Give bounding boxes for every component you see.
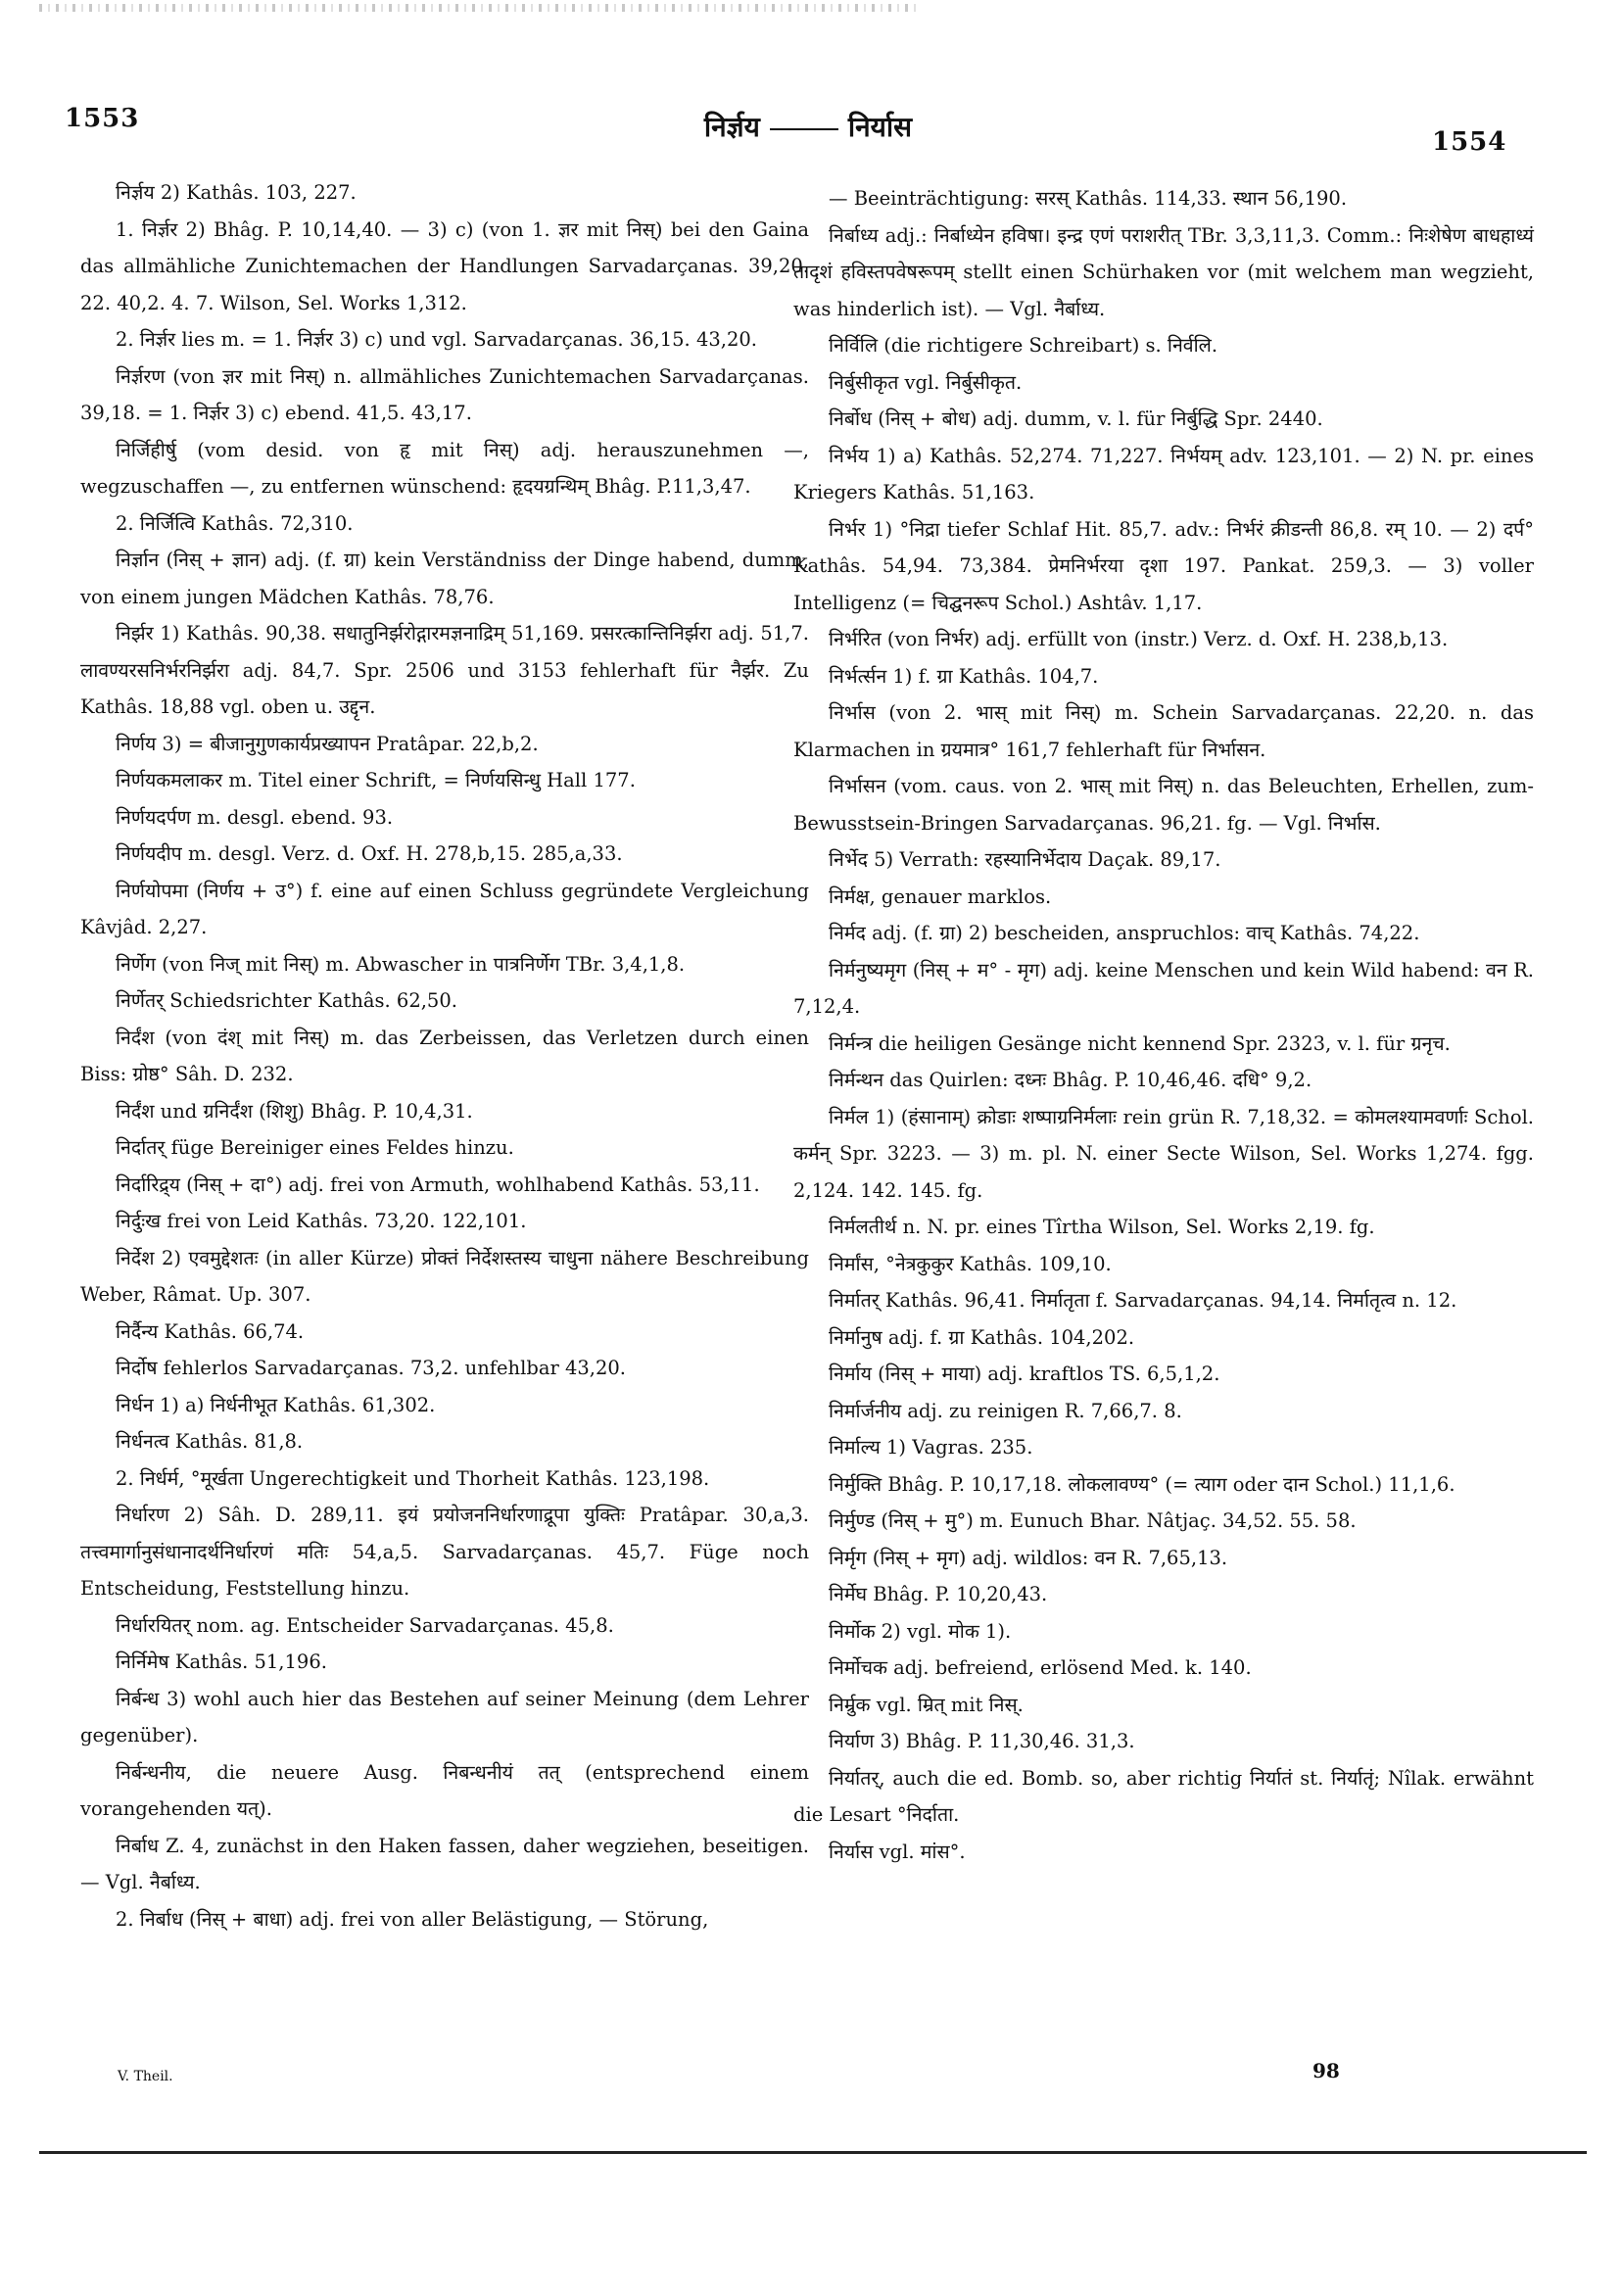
volume-signature: V. Theil. xyxy=(118,2069,173,2084)
page-number-left: 1553 xyxy=(65,104,140,133)
dictionary-entry: निर्मेघ Bhâg. P. 10,20,43. xyxy=(829,1583,1048,1605)
dictionary-entry: 2. निर्जित्वि Kathâs. 72,310. xyxy=(116,511,354,535)
dictionary-entry: निर्भय 1) a) Kathâs. 52,274. 71,227. निर्भयम् adv. 123,101. — 2) N. pr. eines Kriegers Kathâs. 51,163. xyxy=(793,444,1534,503)
dictionary-entry: निर्ज्ञान (निस् + ज्ञान) adj. (f. ग्रा) kein Verständniss der Dinge habend, dumm, von einem jungen Mädchen Kathâs. 78,76. xyxy=(80,549,809,608)
dictionary-entry: निर्धारयितर् nom. ag. Entscheider Sarvadarçanas. 45,8. xyxy=(116,1613,614,1637)
dictionary-entry: निर्विलि (die richtigere Schreibart) s. निर्वलि. xyxy=(829,334,1218,357)
dictionary-entry: निर्दोष fehlerlos Sarvadarçanas. 73,2. unfehlbar 43,20. xyxy=(116,1357,626,1379)
dictionary-entry: निर्णेग (von निज् mit निस्) m. Abwascher in पात्रनिर्णेग TBr. 3,4,1,8. xyxy=(116,952,686,976)
sheet-number: 98 xyxy=(1312,2059,1340,2082)
dictionary-entry: निर्मल 1) (हंसानाम्) क्रोडाः शष्पाग्रनिर्मलाः rein grün R. 7,18,32. = कोमलश्यामवर्णाः Schol. कर्मन् Spr. 3223. — 3) m. pl. N. einer Secte Wilson, Sel. Works 1,274. fgg. 2,124. 142. 145. fg. xyxy=(793,1105,1534,1202)
dictionary-entry: निर्याण 3) Bhâg. P. 11,30,46. 31,3. xyxy=(829,1730,1135,1752)
dictionary-entry: निर्देश 2) एवमुद्देशतः (in aller Kürze) प्रोक्तं निर्देशस्तस्य चाधुना nähere Beschreibung Weber, Râmat. Up. 307. xyxy=(80,1246,809,1306)
dictionary-entry: निर्णयोपमा (निर्णय + उ°) f. eine auf einen Schluss gegründete Vergleichung Kâvjâd. 2,27. xyxy=(80,879,809,938)
dictionary-entry: निर्बन्धनीय, die neuere Ausg. निबन्धनीयं तत् (entsprechend einem vorangehenden यत्). xyxy=(80,1760,809,1820)
dictionary-entry: निर्माय (निस् + माया) adj. kraftlos TS. 6,5,1,2. xyxy=(829,1363,1220,1385)
dictionary-entry: निर्मलतीर्थ n. N. pr. eines Tîrtha Wilson, Sel. Works 2,19. fg. xyxy=(829,1216,1375,1238)
scan-artifact-strip xyxy=(39,4,921,12)
dictionary-entry: निर्दंश und ग्रनिर्दंश (शिशु) Bhâg. P. 10,4,31. xyxy=(116,1099,473,1123)
dictionary-entry: निर्णयदीप m. desgl. Verz. d. Oxf. H. 278,b,15. 285,a,33. xyxy=(116,842,623,865)
dictionary-entry: निर्णेतर् Schiedsrichter Kathâs. 62,50. xyxy=(116,989,457,1012)
dictionary-entry: निर्ज्ञरण (von ज्ञर mit निस्) n. allmähliches Zunichtemachen Sarvadarçanas. 39,18. = 1. निर्ज्ञर 3) c) ebend. 41,5. 43,17. xyxy=(80,364,809,424)
page-number-right: 1554 xyxy=(1432,127,1507,157)
dictionary-entry: निर्दंश (von दंश् mit निस्) m. das Zerbeissen, das Verletzen durch einen Biss: ग्रोष्ठ° Sâh. D. 232. xyxy=(80,1026,809,1085)
dictionary-entry: निर्माल्य 1) Vagras. 235. xyxy=(829,1436,1033,1459)
running-head-first-word: निर्ज्ञय xyxy=(703,111,760,143)
dictionary-entry: निर्मार्जनीय adj. zu reinigen R. 7,66,7. 8. xyxy=(829,1399,1182,1422)
left-column xyxy=(80,174,809,1937)
dictionary-entry: निर्ज्ञय 2) Kathâs. 103, 227. xyxy=(116,181,357,204)
dictionary-entry: निर्धारण 2) Sâh. D. 289,11. इयं प्रयोजननिर्धारणाद्रूपा युक्तिः Pratâpar. 30,a,3. तत्त्वमार्गानुसंधानादर्थनिर्धारणं मतिः 54,a,5. Sarvadarçanas. 45,7. Füge noch Entscheidung, Feststellung hinzu. xyxy=(80,1504,809,1600)
running-head-dash xyxy=(770,128,838,130)
dictionary-entry: निर्णय 3) = बीजानुगुणकार्यप्रख्यापन Pratâpar. 22,b,2. xyxy=(116,732,539,755)
dictionary-entry: निर्भास (von 2. भास् mit निस्) m. Schein Sarvadarçanas. 22,20. n. das Klarmachen in ग्रयमात्र° 161,7 fehlerhaft für निर्भासन. xyxy=(793,701,1534,761)
running-head-last-word: निर्यास xyxy=(847,111,913,143)
dictionary-entry: निर्दातर् füge Bereiniger eines Feldes hinzu. xyxy=(116,1136,514,1159)
dictionary-entry: निर्दारिद्र्य (निस् + दा°) adj. frei von Armuth, wohlhabend Kathâs. 53,11. xyxy=(116,1172,760,1196)
dictionary-entry: निर्म्रुक vgl. म्रित् mit निस्. xyxy=(829,1693,1024,1716)
dictionary-entry: निर्मृग (निस् + मृग) adj. wildlos: वन R. 7,65,13. xyxy=(829,1546,1228,1569)
dictionary-entry: निर्धन 1) a) निर्धनीभूत Kathâs. 61,302. xyxy=(116,1393,436,1416)
dictionary-entry: निर्भेद 5) Verrath: रहस्यानिर्भेदाय Daçak. 89,17. xyxy=(829,848,1221,871)
dictionary-entry: निर्धनत्व Kathâs. 81,8. xyxy=(116,1430,304,1453)
dictionary-entry: निर्जिहीर्षु (vom desid. von हृ mit निस्) adj. herauszunehmen —, wegzuschaffen —, zu entfernen wünschend: हृदयग्रन्थिम् Bhâg. P.11,3,47. xyxy=(80,438,809,498)
dictionary-entry: निर्मुक्ति Bhâg. P. 10,17,18. लोकलावण्य° (= त्याग oder दान Schol.) 11,1,6. xyxy=(829,1472,1455,1496)
dictionary-entry: निर्बुसीकृत vgl. निर्बुसीकृत. xyxy=(829,370,1023,394)
dictionary-entry: निर्मोचक adj. befreiend, erlösend Med. k. 140. xyxy=(829,1656,1252,1679)
dictionary-entry: निर्मुण्ड (निस् + मु°) m. Eunuch Bhar. Nâtjaç. 34,52. 55. 58. xyxy=(829,1509,1357,1532)
dictionary-entry: निर्भर 1) °निद्रा tiefer Schlaf Hit. 85,7. adv.: निर्भरं क्रीडन्ती 86,8. रम् 10. — 2) दर्प° Kathâs. 54,94. 73,384. प्रेमनिर्भरया दृशा 197. Pankat. 259,3. — 3) voller Intelligenz (= चिद्घनरूप Schol.) Ashtâv. 1,17. xyxy=(793,517,1534,614)
running-head xyxy=(686,108,930,145)
right-column xyxy=(793,180,1534,1870)
bottom-rule xyxy=(39,2151,1587,2154)
dictionary-entry: 2. निर्ज्ञर lies m. = 1. निर्ज्ञर 3) c) und vgl. Sarvadarçanas. 36,15. 43,20. xyxy=(116,328,757,351)
dictionary-entry: निर्मक्ष, genauer marklos. xyxy=(829,885,1052,908)
dictionary-entry: निर्मानुष adj. f. ग्रा Kathâs. 104,202. xyxy=(829,1325,1135,1349)
dictionary-entry: निर्मातर् Kathâs. 96,41. निर्मातृता f. Sarvadarçanas. 94,14. निर्मातृत्व n. 12. xyxy=(829,1289,1457,1312)
dictionary-entry: निर्भर्त्सन 1) f. ग्रा Kathâs. 104,7. xyxy=(829,664,1099,688)
dictionary-entry: निर्झर 1) Kathâs. 90,38. सधातुनिर्झरोद्गारमज्ञनाद्रिम् 51,169. प्रसरत्कान्तिनिर्झरा adj. 51,7. लावण्यरसनिर्भरनिर्झरा adj. 84,7. Spr. 2506 und 3153 fehlerhaft für नैर्झर. Zu Kathâs. 18,88 vgl. oben u. उद्दृन. xyxy=(80,622,809,718)
dictionary-entry: निर्मद adj. (f. ग्रा) 2) bescheiden, anspruchlos: वाच् Kathâs. 74,22. xyxy=(829,922,1420,944)
dictionary-entry: निर्मन्त्र die heiligen Gesänge nicht kennend Spr. 2323, v. l. für ग्रनृच. xyxy=(829,1031,1451,1055)
dictionary-entry: निर्मांस, °नेत्रकुकुर Kathâs. 109,10. xyxy=(829,1252,1112,1275)
dictionary-entry: निर्दुःख frei von Leid Kathâs. 73,20. 122,101. xyxy=(116,1210,527,1232)
dictionary-entry: निर्बाध्य adj.: निर्बाध्येन हविषा। इन्द्र एणं पराशरीत् TBr. 3,3,11,3. Comm.: निःशेषेण बाधहाध्यं तादृशं हविस्तपवेषरूपम् stellt einen Schürhaken vor (mit welchem man wegzieht, was hinderlich ist). — Vgl. नैर्बाध्य. xyxy=(793,223,1534,320)
dictionary-entry: निर्भरित (von निर्भर) adj. erfüllt von (instr.) Verz. d. Oxf. H. 238,b,13. xyxy=(829,628,1449,650)
dictionary-entry: निर्यास vgl. मांस°. xyxy=(829,1840,966,1863)
dictionary-entry: निर्दैन्य Kathâs. 66,74. xyxy=(116,1319,305,1343)
dictionary-entry: निर्यातर्, auch die ed. Bomb. so, aber richtig निर्यातं st. निर्यातृं; Nîlak. erwähnt die Lesart °निर्दाता. xyxy=(793,1766,1534,1826)
dictionary-entry: निर्मनुष्यमृग (निस् + म° - मृग) adj. keine Menschen und kein Wild habend: वन R. 7,12,4. xyxy=(793,958,1534,1018)
dictionary-entry: निर्बोध (निस् + बोध) adj. dumm, v. l. für निर्बुद्धि Spr. 2440. xyxy=(829,407,1323,430)
dictionary-entry: निर्णयकमलाकर m. Titel einer Schrift, = निर्णयसिन्धु Hall 177. xyxy=(116,769,636,791)
dictionary-entry: 2. निर्बाध (निस् + बाधा) adj. frei von aller Belästigung, — Störung, xyxy=(116,1907,709,1931)
dictionary-entry: निर्बन्ध 3) wohl auch hier das Bestehen auf seiner Meinung (dem Lehrer gegenüber). xyxy=(80,1687,809,1746)
dictionary-entry: निर्बाध Z. 4, zunächst in den Haken fassen, daher wegziehen, beseitigen. — Vgl. नैर्बाध्य. xyxy=(80,1834,809,1893)
dictionary-entry: 1. निर्ज्ञर 2) Bhâg. P. 10,14,40. — 3) c) (von 1. ज्ञर mit निस्) bei den Gaina das allmähliche Zunichtemachen der Handlungen Sarvadarçanas. 39,20. 22. 40,2. 4. 7. Wilson, Sel. Works 1,312. xyxy=(80,217,809,314)
dictionary-entry: निर्निमेष Kathâs. 51,196. xyxy=(116,1650,327,1673)
dictionary-entry: निर्मोक 2) vgl. मोक 1). xyxy=(829,1619,1012,1643)
dictionary-entry: निर्णयदर्पण m. desgl. ebend. 93. xyxy=(116,805,394,829)
dictionary-entry: 2. निर्धर्म, °मूर्खता Ungerechtigkeit und Thorheit Kathâs. 123,198. xyxy=(116,1466,710,1490)
dictionary-entry: निर्मन्थन das Quirlen: दध्नः Bhâg. P. 10,46,46. दधि° 9,2. xyxy=(829,1069,1312,1091)
dictionary-entry: — Beeinträchtigung: सरस् Kathâs. 114,33. स्थान 56,190. xyxy=(829,187,1348,210)
dictionary-entry: निर्भासन (vom. caus. von 2. भास् mit निस्) n. das Beleuchten, Erhellen, zum-Bewusstsein-Bringen Sarvadarçanas. 96,21. fg. — Vgl. निर्भास. xyxy=(793,775,1534,835)
